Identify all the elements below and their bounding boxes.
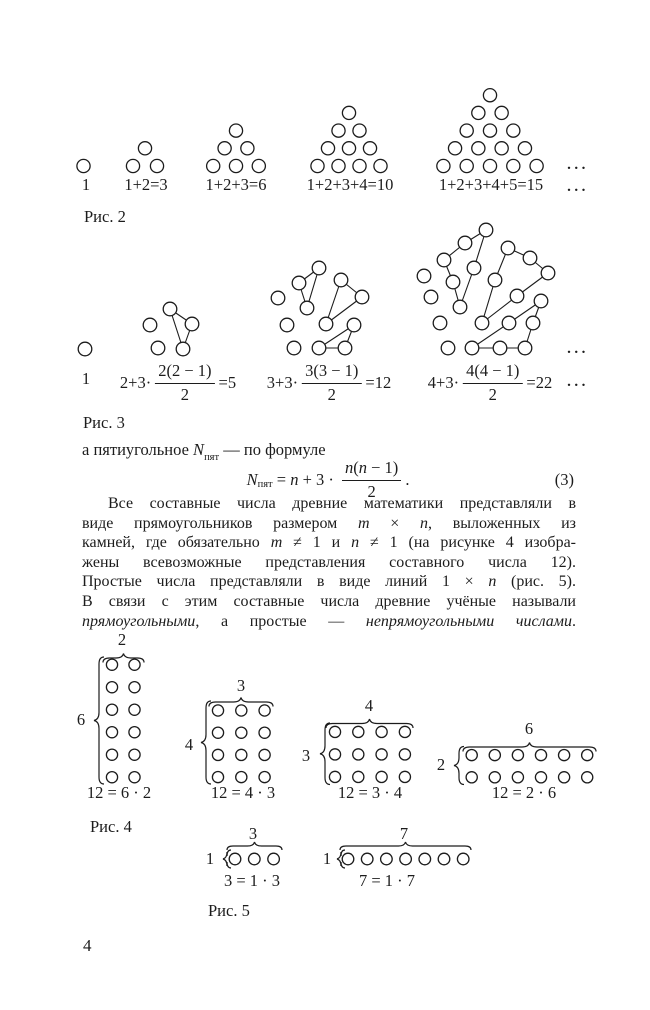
dot — [229, 124, 242, 137]
dot — [399, 726, 410, 737]
dot — [483, 159, 496, 172]
dot — [488, 273, 502, 287]
dot — [106, 659, 117, 670]
brace — [320, 723, 330, 785]
dot — [424, 290, 438, 304]
dot — [489, 750, 500, 761]
dot — [138, 142, 151, 155]
cols-count-label: 4 — [364, 696, 374, 715]
dot — [441, 341, 455, 355]
figure-3-caption: Рис. 3 — [83, 413, 125, 432]
figure-5-caption: Рис. 5 — [208, 901, 250, 920]
math-text: n — [488, 573, 497, 591]
dot — [437, 253, 451, 267]
pentagonal-sum-formula — [267, 360, 391, 406]
dot — [259, 772, 270, 783]
dot — [493, 341, 507, 355]
pentagonal-sum-formula — [428, 360, 552, 406]
dot — [510, 289, 524, 303]
dot — [448, 142, 461, 155]
dot — [466, 750, 477, 761]
math-text: Простые числа представляли в виде линий 1 × — [82, 573, 489, 591]
dot — [212, 749, 223, 760]
dot — [129, 704, 140, 715]
equation-number: (3) — [554, 470, 574, 489]
dot — [212, 772, 223, 783]
dot — [129, 727, 140, 738]
math-text: Все составные числа древние математики представляли в — [108, 495, 576, 512]
pentagonal-sum-formula — [120, 360, 236, 406]
dot — [163, 302, 177, 316]
dot — [151, 341, 165, 355]
math-text: − 1) — [367, 457, 399, 477]
dot — [347, 318, 361, 332]
dot — [259, 749, 270, 760]
cols-count-label: 2 — [117, 630, 127, 649]
dot — [287, 341, 301, 355]
math-text: = — [272, 470, 291, 489]
dot — [400, 853, 412, 865]
dot — [419, 853, 431, 865]
dot — [338, 341, 352, 355]
dot — [489, 772, 500, 783]
math-text: а пятиугольное — [82, 440, 194, 459]
math-text: n — [290, 470, 299, 489]
math-text: виде прямоугольников размером — [82, 514, 359, 532]
math-text: 2+3· — [119, 373, 152, 392]
dot — [77, 159, 90, 172]
dot — [218, 142, 231, 155]
dot — [353, 124, 366, 137]
brace — [463, 743, 596, 752]
dot — [332, 159, 345, 172]
dot — [334, 273, 348, 287]
dot — [465, 341, 479, 355]
dot — [78, 342, 92, 356]
dot — [342, 142, 355, 155]
dot — [185, 317, 199, 331]
math-text: В связи с этим составные числа древние учёные называли — [82, 592, 576, 610]
dot — [582, 772, 593, 783]
dot — [399, 749, 410, 760]
dot — [236, 772, 247, 783]
factorization-equation: 12 = 2 · 6 — [491, 783, 557, 802]
dot — [453, 300, 467, 314]
rows-count-label: 4 — [184, 735, 194, 754]
fraction — [155, 362, 214, 405]
dot — [376, 771, 387, 782]
dot — [512, 772, 523, 783]
dot — [353, 726, 364, 737]
triangular-sum-label: 1+2+3+4=10 — [306, 175, 394, 194]
subscript: пят — [257, 478, 273, 490]
page-number: 4 — [83, 936, 92, 955]
dot — [150, 159, 163, 172]
triangular-sum-label: 1+2+3=6 — [205, 175, 267, 194]
paragraph-line — [82, 533, 576, 553]
triangular-sum-label: 1+2=3 — [124, 175, 168, 194]
math-text: 2 — [180, 384, 189, 404]
rows-count-label: 2 — [436, 755, 446, 774]
triangular-sum-label: 1+2+3+4+5=15 — [438, 175, 544, 194]
math-text: 3+3· — [266, 373, 299, 392]
factorization-equation: 7 = 1 · 7 — [358, 871, 416, 890]
dot — [502, 316, 516, 330]
dot — [312, 261, 326, 275]
figure-4-caption: Рис. 4 — [90, 817, 132, 836]
brace — [201, 701, 211, 784]
factorization-equation: 12 = 6 · 2 — [86, 783, 152, 802]
count-label: 3 — [248, 824, 258, 843]
dot — [353, 159, 366, 172]
dot — [319, 317, 333, 331]
triangular-sum-label: 1 — [81, 175, 91, 194]
dot — [229, 853, 241, 865]
math-text: 2 — [488, 384, 497, 404]
math-text: — по формуле — [219, 440, 326, 459]
math-text: 2(2 − 1) — [158, 360, 212, 380]
dot — [129, 682, 140, 693]
dot — [417, 269, 431, 283]
dot — [559, 750, 570, 761]
dot — [460, 159, 473, 172]
dot — [236, 749, 247, 760]
dot — [342, 106, 355, 119]
dot — [292, 276, 306, 290]
dot — [106, 704, 117, 715]
dot — [458, 236, 472, 250]
dot — [259, 727, 270, 738]
dot — [106, 749, 117, 760]
math-text: (рис. 5). — [496, 573, 576, 591]
paragraph-line — [82, 514, 576, 534]
math-text: 2 — [327, 384, 336, 404]
dot — [353, 771, 364, 782]
factorization-equation: 3 = 1 · 3 — [223, 871, 281, 890]
math-text: N — [246, 470, 258, 489]
dot — [376, 726, 387, 737]
ellipsis: ... — [567, 341, 589, 357]
math-text: . — [572, 612, 576, 630]
dot — [106, 682, 117, 693]
dot — [329, 749, 340, 760]
paragraph-line — [82, 572, 576, 592]
dot — [446, 275, 460, 289]
dot — [268, 853, 280, 865]
dot — [535, 772, 546, 783]
dot — [126, 159, 139, 172]
dot — [363, 142, 376, 155]
dot — [518, 142, 531, 155]
dot — [467, 261, 481, 275]
math-text: ≠ 1 (на рисунке 4 изобра- — [359, 534, 577, 552]
dot — [300, 301, 314, 315]
brace — [326, 719, 413, 728]
math-text: непрямоугольными числами — [365, 612, 572, 630]
math-text: 4+3· — [427, 373, 460, 392]
dot — [559, 772, 570, 783]
math-text: , выложенных из — [428, 514, 576, 532]
dot — [229, 159, 242, 172]
dot — [361, 853, 373, 865]
paragraph-line — [82, 553, 576, 573]
pentagonal-label: 1 — [81, 369, 91, 388]
brace — [340, 842, 471, 850]
dot — [399, 771, 410, 782]
math-text: . — [405, 470, 410, 489]
math-text: 4(4 − 1) — [466, 360, 520, 380]
dot — [495, 106, 508, 119]
subscript: пят — [204, 452, 220, 463]
dot — [541, 266, 555, 280]
fraction — [302, 362, 361, 405]
dot — [342, 853, 354, 865]
dot — [236, 705, 247, 716]
math-text: n — [358, 457, 367, 477]
rows-count-label: 1 — [322, 849, 332, 868]
dot — [212, 705, 223, 716]
paragraph-line — [82, 592, 576, 612]
math-text: ≠ 1 и — [282, 534, 352, 552]
math-text: + 3 · — [298, 470, 338, 489]
cols-count-label: 3 — [236, 676, 246, 695]
dot — [438, 853, 450, 865]
dot — [483, 124, 496, 137]
dot — [479, 223, 493, 237]
math-text: =12 — [365, 373, 392, 392]
dot — [252, 159, 265, 172]
dot — [433, 316, 447, 330]
math-text: , а простые — — [195, 612, 366, 630]
ellipsis: ... — [567, 157, 589, 173]
rows-count-label: 6 — [76, 710, 86, 729]
dot — [472, 106, 485, 119]
dot — [129, 659, 140, 670]
math-text: n — [420, 514, 428, 532]
dot — [259, 705, 270, 716]
math-text: камней, где обязательно — [82, 534, 271, 552]
dot — [329, 771, 340, 782]
dot — [535, 750, 546, 761]
dot — [507, 159, 520, 172]
dot — [353, 749, 364, 760]
brace — [454, 747, 464, 785]
dot — [143, 318, 157, 332]
dot — [249, 853, 261, 865]
dot — [582, 750, 593, 761]
dot — [495, 142, 508, 155]
math-text: m — [270, 534, 283, 552]
paragraph-line — [82, 612, 576, 632]
math-text: n — [345, 457, 354, 477]
dot — [236, 727, 247, 738]
dot — [472, 142, 485, 155]
math-text: =5 — [218, 373, 237, 392]
dot — [526, 316, 540, 330]
dot — [332, 124, 345, 137]
dot — [280, 318, 294, 332]
ellipsis: ... — [567, 179, 589, 195]
ellipsis: ... — [567, 374, 589, 390]
math-text: ( — [353, 457, 359, 477]
dot — [518, 341, 532, 355]
count-label: 7 — [399, 824, 409, 843]
factorization-equation: 12 = 3 · 4 — [337, 783, 403, 802]
dot — [106, 772, 117, 783]
math-text: m — [358, 514, 370, 532]
dot — [507, 124, 520, 137]
dot — [376, 749, 387, 760]
dot — [311, 159, 324, 172]
dot — [176, 342, 190, 356]
math-text: жены всевозможные представления составного числа 12). — [82, 553, 576, 571]
dot — [374, 159, 387, 172]
dot — [129, 749, 140, 760]
dot — [534, 294, 548, 308]
dot — [475, 316, 489, 330]
dot — [271, 291, 285, 305]
brace — [227, 842, 282, 850]
dot — [460, 124, 473, 137]
dot — [466, 772, 477, 783]
dot — [523, 251, 537, 265]
dot — [321, 142, 334, 155]
dot — [312, 341, 326, 355]
dot — [512, 750, 523, 761]
factorization-equation: 12 = 4 · 3 — [210, 783, 276, 802]
paragraph-line — [82, 494, 576, 514]
math-text: 3(3 − 1) — [305, 360, 359, 380]
dot — [381, 853, 393, 865]
dot — [501, 241, 515, 255]
dot — [129, 772, 140, 783]
dot — [212, 727, 223, 738]
dot — [241, 142, 254, 155]
dot — [207, 159, 220, 172]
dot — [329, 726, 340, 737]
dot — [437, 159, 450, 172]
fraction — [463, 362, 522, 405]
figure-2-caption: Рис. 2 — [84, 207, 126, 226]
dot — [457, 853, 469, 865]
dot — [106, 727, 117, 738]
body-paragraph — [82, 494, 576, 631]
rows-count-label: 1 — [205, 849, 215, 868]
dot — [530, 159, 543, 172]
math-text: =22 — [526, 373, 553, 392]
math-text: 2 — [367, 481, 376, 501]
math-text: прямоугольными — [82, 612, 196, 630]
dot — [355, 290, 369, 304]
math-text: N — [193, 440, 205, 459]
cols-count-label: 6 — [524, 719, 534, 738]
dot — [483, 89, 496, 102]
rows-count-label: 3 — [301, 746, 311, 765]
brace — [94, 657, 104, 784]
math-text: × — [369, 514, 420, 532]
math-text: n — [351, 534, 360, 552]
